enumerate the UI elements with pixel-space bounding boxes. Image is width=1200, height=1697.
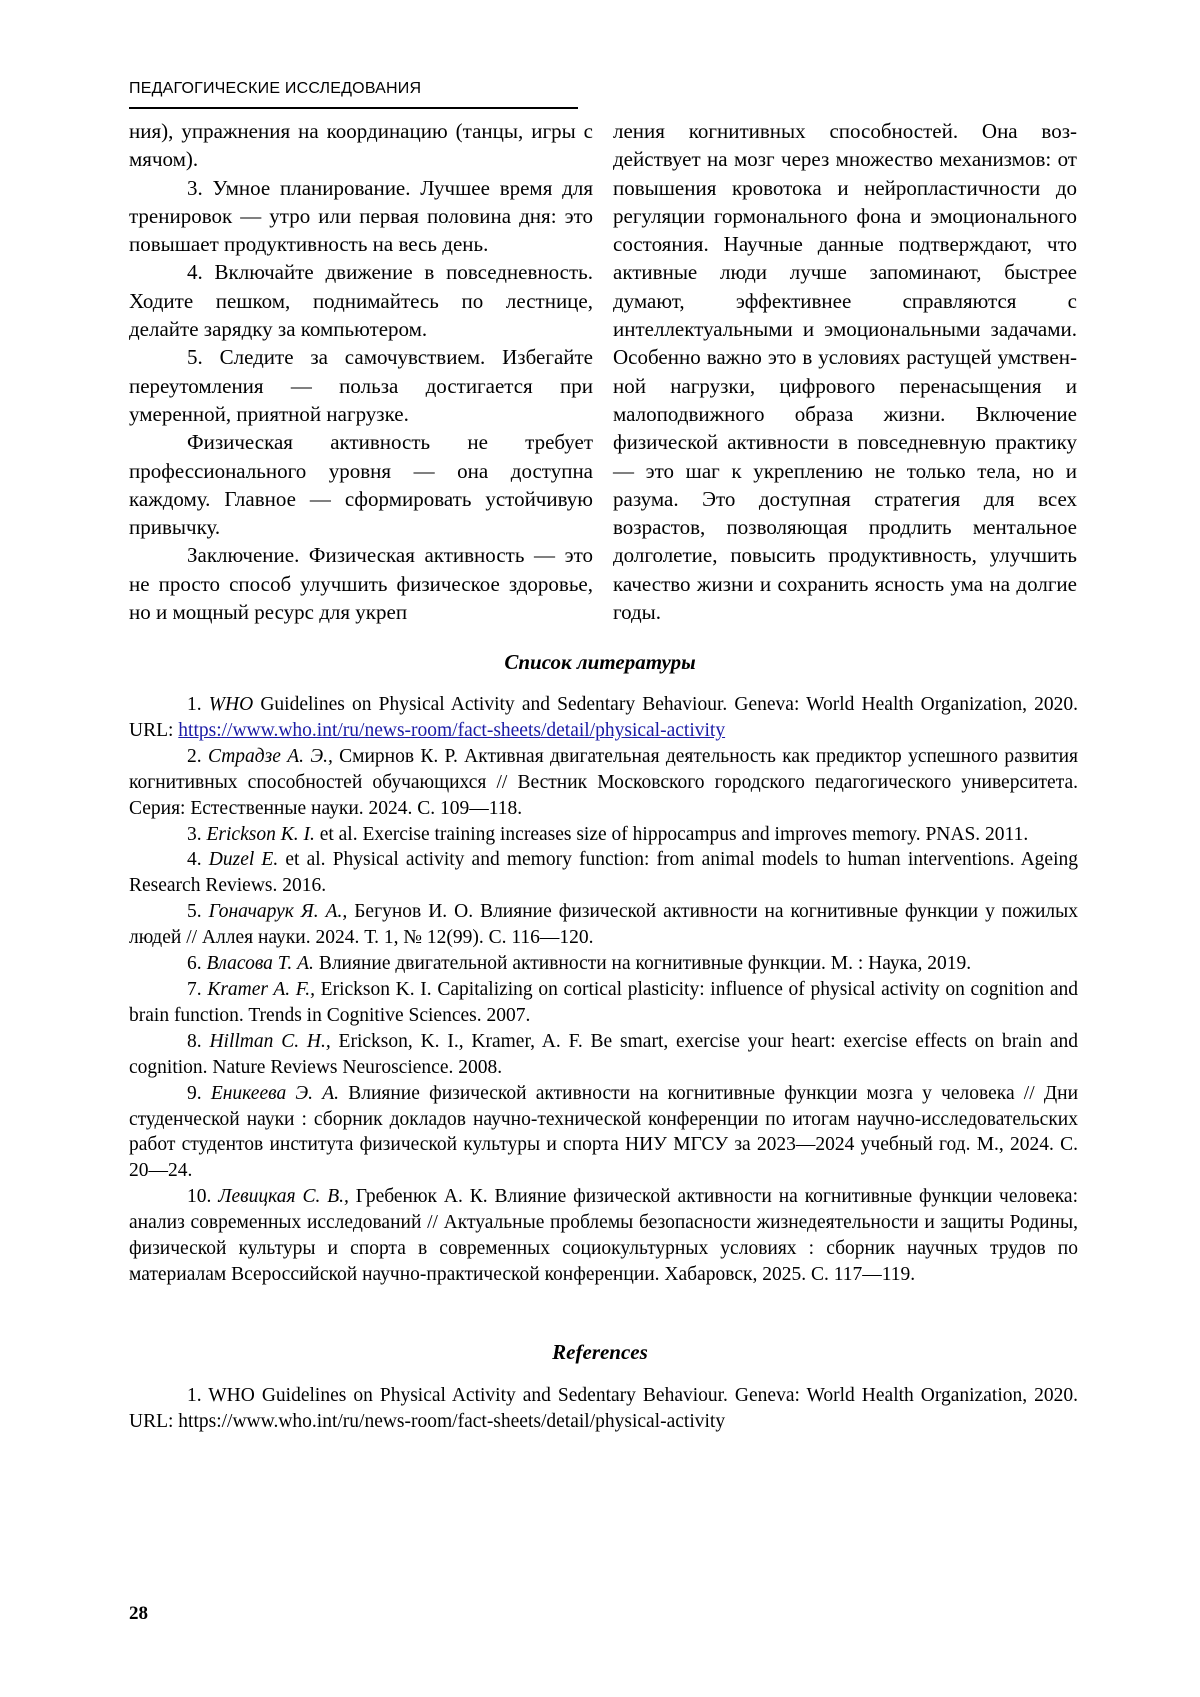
references-title: References: [552, 1340, 648, 1364]
left-paragraph-2: 3. Умное планирование. Лучшее время для тренировок — утро или первая половина дня: это повышает продуктивность на весь день.: [129, 175, 593, 257]
left-paragraph-5: Физическая активность не требует профессионального уровня — она доступна каждому. Главное — сформировать устойчивую привычку.: [129, 430, 593, 540]
bib-entry-5: 5. Гоначарук Я. А., Бегунов И. О. Влияние физической активности на когнитивные функции у пожилых людей // Аллея науки. 2024. Т. 1, № 12(99). С. 116—120.: [129, 901, 1078, 949]
bibliography-list: [129, 692, 1078, 1288]
left-paragraph-1: ния), упражнения на координацию (танцы, игры с мячом).: [129, 119, 593, 172]
bib-author: Hillman C. H.,: [209, 1030, 331, 1052]
bib-author: Kramer A. F.,: [207, 978, 315, 1000]
right-column: [613, 117, 1077, 626]
left-column: [129, 117, 593, 626]
bib-entry-1: 1. WHO Guidelines on Physical Activity and Sedentary Behaviour. Geneva: World Health Organization, 2020. URL: https://www.who.int/ru/news-room/fact-sheets/detail/physical-activity: [129, 694, 1079, 741]
bib-entry-4: 4. Duzel E. et al. Physical activity and memory function: from animal models to human interventions. Ageing Research Reviews. 2016.: [129, 849, 1079, 897]
left-paragraph-4: 5. Следите за самочувствием. Избегайте переутомления — польза достигается при умеренной, приятной нагрузке.: [129, 345, 593, 426]
bib-author: Еникеева Э. А.: [210, 1082, 340, 1104]
bib-author: Erickson K. I.: [206, 823, 315, 845]
bib-link[interactable]: https://www.who.int/ru/news-room/fact-sheets/detail/physical-activity: [178, 719, 726, 741]
bib-entry-10: 10. Левицкая С. В., Гребенюк А. К. Влияние физической активности на когнитивные функции человека: анализ современных исследований // Актуальные проблемы безопасности жизнедеятельности и защиты Родины, физической культуры и спорта в современных социокультурных условиях : сборник научных трудов по материалам Всероссийской научно-практической конференции. Хабаровск, 2025. С. 117—119.: [129, 1186, 1078, 1285]
bib-author: Duzel E.: [208, 849, 279, 871]
bib-entry-3: 3. Erickson K. I. et al. Exercise training increases size of hippocampus and improves memory. PNAS. 2011.: [187, 823, 1029, 845]
running-header: ПЕДАГОГИЧЕСКИЕ ИССЛЕДОВАНИЯ: [129, 80, 422, 97]
bib-author: WHO: [208, 694, 254, 715]
reference-entry-1: 1. WHO Guidelines on Physical Activity and Sedentary Behaviour. Geneva: World Health Organization, 2020. URL: https://www.who.int/ru/news-room/fact-sheets/detail/physical-activity: [129, 1385, 1078, 1432]
bib-entry-2: 2. Страдзе А. Э., Смирнов К. Р. Активная двигательная деятельность как предиктор успешного развития когнитивных способностей обучающихся // Вестник Московского городского педагогического университета. Серия: Естественные науки. 2024. С. 109—118.: [129, 745, 1079, 819]
page-number: 28: [129, 1603, 148, 1624]
bib-author: Власова Т. А.: [206, 953, 314, 975]
references-list: [129, 1383, 1078, 1435]
bib-entry-8: 8. Hillman C. H., Erickson, K. I., Kramer, A. F. Be smart, exercise your heart: exercise effects on brain and cognition. Nature Reviews Neuroscience. 2008.: [129, 1030, 1078, 1078]
bibliography-title: Список литературы: [504, 650, 696, 674]
bib-entry-9: 9. Еникеева Э. А. Влияние физической активности на когнитивные функции мозга у человека // Дни студенческой науки : сборник докладов научно-технической конференции по итогам научно-исследовательских работ студентов института физической культуры и спорта НИУ МГСУ за 2023—2024 учебный год. М., 2024. С. 20—24.: [129, 1082, 1079, 1182]
right-paragraph-1: ления когнитивных способностей. Она воздействует на мозг через множество механизмов: от повышения кровотока и нейропластичности до регуляции гормонального фона и эмоционального состояния. Научные данные подтверждают, что активные люди лучше запоминают, быстрее думают, эффективнее справляются с интеллектуальными и эмоциональными задачами. Особенно важно это в условиях растущей умственной нагрузки, цифрового перенасыщения и малоподвижного образа жизни. Включение физической активности в повседневную практику — это шаг к укреплению не только тела, но и разума. Это доступная стратегия для всех возрастов, позволяющая продлить ментальное долголетие, повысить продуктивность, улучшить качество жизни и сохранить ясность ума на долгие годы.: [613, 119, 1077, 625]
left-paragraph-3: 4. Включайте движение в повседневность. Ходите пешком, поднимайтесь по лестнице, делайте зарядку за компьютером.: [129, 260, 593, 342]
bib-author: Страдзе А. Э.,: [207, 745, 333, 767]
left-paragraph-6: Заключение. Физическая активность — это не просто способ улучшить физическое здоровье, но и мощный ресурс для укреп: [129, 543, 593, 625]
bib-entry-7: 7. Kramer A. F., Erickson K. I. Capitalizing on cortical plasticity: influence of physical activity on cognition and brain function. Trends in Cognitive Sciences. 2007.: [129, 978, 1079, 1026]
header-rule: [129, 107, 578, 109]
bib-author: Гоначарук Я. А.,: [208, 901, 348, 923]
bib-entry-6: 6. Власова Т. А. Влияние двигательной активности на когнитивные функции. М. : Наука, 2019.: [187, 953, 972, 975]
bib-author: Левицкая С. В.,: [218, 1186, 349, 1208]
